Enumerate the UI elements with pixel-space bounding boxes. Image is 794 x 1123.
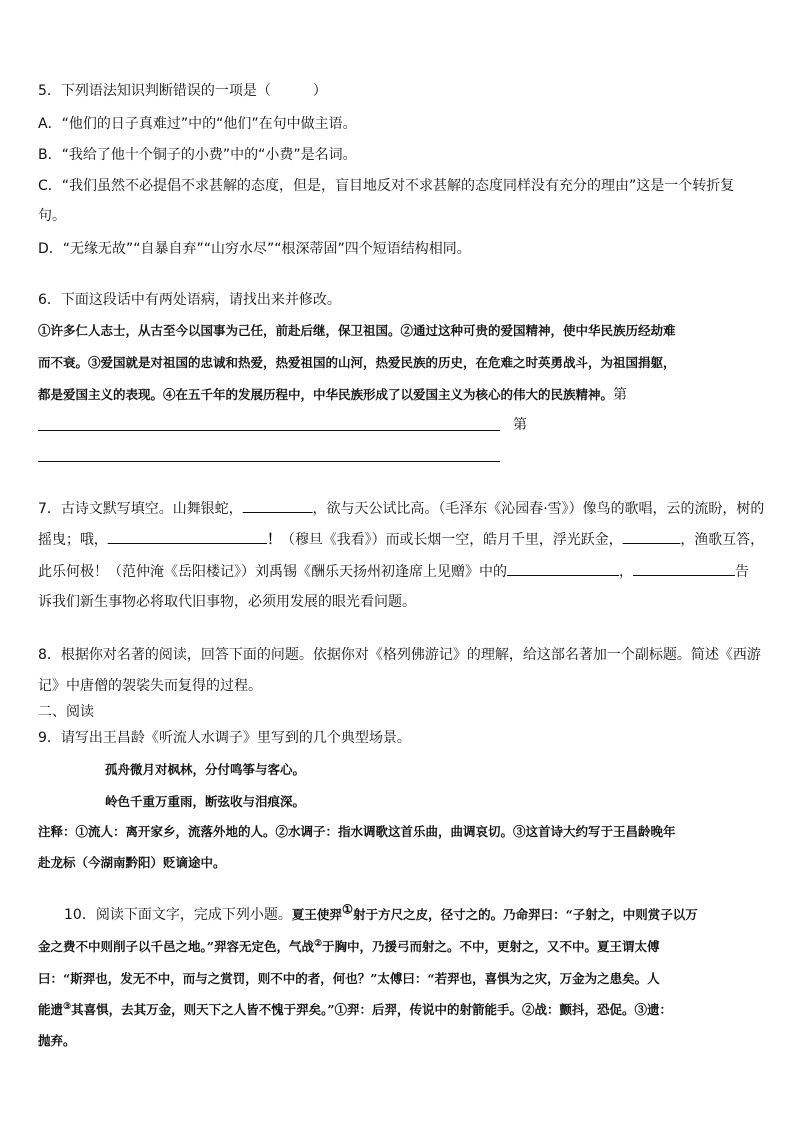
q5-stem <box>38 82 327 100</box>
q7-line3-b: ， <box>619 564 633 580</box>
q7-line1-a: 7．古诗文默写填空。山舞银蛇， <box>38 501 243 517</box>
q7-blank-5[interactable] <box>633 562 735 576</box>
q7-line3 <box>38 562 749 581</box>
q6-passage-line3-text: 都是爱国主义的表现。④在五千年的发展历程中，中华民族形成了以爱国主义为核心的伟大的民族精神。 <box>38 387 614 402</box>
q6-answer-line-2[interactable] <box>38 461 500 462</box>
q7-line2-mark: ！ <box>267 532 281 548</box>
q5-option-a: A．“他们的日子真难过”中的“他们”在句中做主语。 <box>38 116 357 132</box>
q10-footnote-mark-1: ① <box>341 901 354 917</box>
q6-stem: 6．下面这段话中有两处语病，请找出来并修改。 <box>38 292 341 308</box>
q7-line3-a: 此乐何极！（范仲淹《岳阳楼记》）刘禹锡《酬乐天扬州初逢席上见赠》中的 <box>38 564 507 580</box>
q10-line1 <box>64 901 698 924</box>
q7-line2-c: ，渔歌互答， <box>680 532 765 548</box>
q8-line1: 8．根据你对名著的阅读，回答下面的问题。依据你对《格列佛游记》的理解，给这部名著加一个副标题。简述《西游 <box>38 647 761 663</box>
q5-option-c-line2: 句。 <box>38 208 66 224</box>
q9-poem-line1: 孤舟微月对枫林，分付鸣筝与客心。 <box>105 762 306 777</box>
q7-blank-2[interactable] <box>108 530 267 544</box>
q10-line2 <box>38 938 660 956</box>
q7-line2 <box>38 530 764 549</box>
q5-option-b: B．“我给了他十个铜子的小费”中的“小费”是名词。 <box>38 147 357 163</box>
q10-line2-a: 金之费不中则削子以千邑之地。”羿容无定色，气战 <box>38 939 314 954</box>
q7-line2-a: 摇曳；哦， <box>38 532 108 548</box>
q7-line2-b: （穆旦《我看》）而或长烟一空，皓月千里，浮光跃金， <box>280 532 623 548</box>
q10-footnote-mark-2: ② <box>313 938 323 949</box>
q6-answer-line-1[interactable] <box>38 430 500 431</box>
q5-stem-text: 5．下列语法知识判断错误的一项是（ <box>38 83 271 99</box>
q9-poem-line2: 岭色千重万重雨，断弦收与泪痕深。 <box>105 794 306 809</box>
q6-passage-line2: 而不衰。③爱国就是对祖国的忠诚和热爱，热爱祖国的山河，热爱民族的历史，在危难之时英勇战斗，为祖国捐躯， <box>38 355 676 370</box>
q10-line1-b: 夏王使羿 <box>291 907 342 922</box>
q5-option-c-line1: C．“我们虽然不必提倡不求甚解的态度，但是，盲目地反对不求甚解的态度同样没有充分的理由”这是一个转折复 <box>38 178 735 194</box>
q7-line4: 诉我们新生事物必将取代旧事物，必须用发展的眼光看问题。 <box>38 594 416 610</box>
q10-line5: 抛弃。 <box>38 1033 76 1048</box>
q10-line4-a: 能遗 <box>38 1002 64 1017</box>
section-heading-reading: 二、阅读 <box>38 704 94 720</box>
q10-line4-b: 其喜惧，去其万金，则天下之人皆不愧于羿矣。”①羿：后羿，传说中的射箭能手。②战：颤抖，恐促。③遗： <box>71 1002 673 1017</box>
q6-passage-line3-tail: 第 <box>613 387 628 403</box>
q9-note-line1: 注释：①流人：离开家乡，流落外地的人。②水调子：指水调歌这首乐曲，曲调哀切。③这首诗大约写于王昌龄晚年 <box>38 824 676 839</box>
q7-blank-1[interactable] <box>243 499 313 513</box>
q7-line1 <box>38 499 764 518</box>
q6-passage-line1: ①许多仁人志士，从古至今以国事为己任，前赴后继，保卫祖国。②通过这种可贵的爱国精神，使中华民族历经劫难 <box>38 323 676 338</box>
q5-stem-close: ） <box>312 83 327 99</box>
q7-line3-c: 告 <box>735 564 749 580</box>
q6-passage-line3 <box>38 386 627 404</box>
q7-line1-b: ，欲与天公试比高。（毛泽东《沁园春·雪》）像鸟的歌唱，云的流盼，树的 <box>312 501 765 517</box>
q10-footnote-mark-3: ③ <box>63 1001 72 1012</box>
q5-option-d: D．“无缘无故”“自暴自弃”“山穷水尽”“根深蒂固”四个短语结构相同。 <box>38 241 471 257</box>
q9-stem: 9．请写出王昌龄《听流人水调子》里写到的几个典型场景。 <box>38 730 411 746</box>
q9-note-line2: 赴龙标（今湖南黔阳）贬谪途中。 <box>38 855 226 870</box>
q7-blank-3[interactable] <box>623 530 681 544</box>
q10-line1-c: 射于方尺之皮，径寸之的。乃命羿曰：“子射之，中则赏子以万 <box>353 907 698 922</box>
q7-blank-4[interactable] <box>507 562 619 576</box>
q10-line4 <box>38 1001 672 1019</box>
q10-stem: 10．阅读下面文字，完成下列小题。 <box>64 907 292 923</box>
q8-line2: 记》中唐僧的袈裟失而复得的过程。 <box>38 678 262 694</box>
q6-answer-line-1-tail: 第 <box>513 417 527 433</box>
q10-line3: 曰：“斯羿也，发无不中，而与之赏罚，则不中的者，何也？”太傅曰：“若羿也，喜惧为之灾，万金为之患矣。人 <box>38 971 660 986</box>
q10-line2-b: 于胸中，乃援弓而射之。不中，更射之，又不中。夏王谓太傅 <box>322 939 660 954</box>
